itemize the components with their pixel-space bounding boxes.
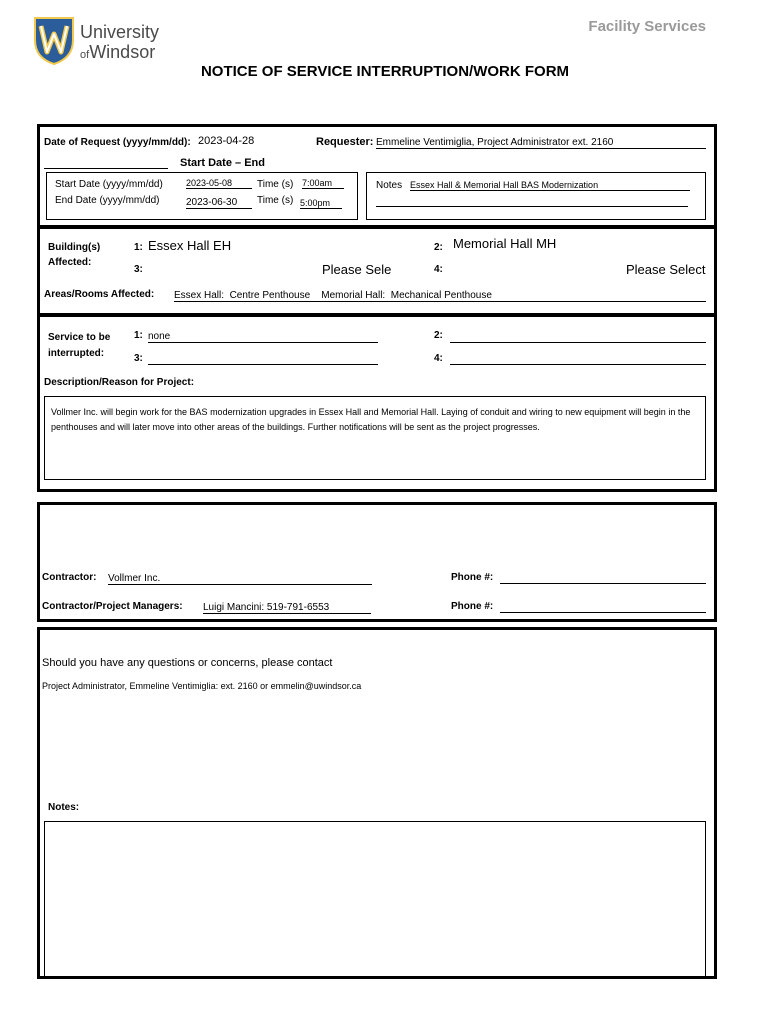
start-date-label: Start Date (yyyy/mm/dd) <box>55 179 163 190</box>
service-2-field[interactable] <box>450 342 706 343</box>
start-time-label: Time (s) <box>257 179 294 190</box>
building-3-select[interactable]: Please Sele <box>322 262 392 277</box>
service-3-field[interactable] <box>148 364 378 365</box>
service-3-label: 3: <box>134 353 143 364</box>
contractor-label: Contractor: <box>42 572 97 583</box>
notes-field[interactable]: Essex Hall & Memorial Hall BAS Modernization <box>410 180 690 191</box>
service-1-label: 1: <box>134 330 143 341</box>
requester-label: Requester: <box>316 136 374 148</box>
end-date-label: End Date (yyyy/mm/dd) <box>55 195 160 206</box>
pm-phone-field[interactable] <box>500 612 706 613</box>
project-managers-field[interactable]: Luigi Mancini: 519-791-6553 <box>203 602 371 614</box>
contractor-field[interactable]: Vollmer Inc. <box>108 573 372 585</box>
contractor-phone-label: Phone #: <box>451 572 494 583</box>
end-date-field[interactable]: 2023-06-30 <box>186 197 252 209</box>
project-managers-label: Contractor/Project Managers: <box>42 601 183 612</box>
logo-text-of: of <box>80 49 90 61</box>
service-4-field[interactable] <box>450 364 706 365</box>
start-end-heading: Start Date – End <box>180 157 265 169</box>
pm-phone-label: Phone #: <box>451 601 494 612</box>
building-4-label: 4: <box>434 264 443 275</box>
notes-label: Notes <box>376 180 403 191</box>
end-time-field[interactable]: 5:00pm <box>300 198 342 209</box>
service-4-label: 4: <box>434 353 443 364</box>
shield-crest-icon <box>33 14 75 66</box>
start-time-field[interactable]: 7:00am <box>302 178 344 189</box>
notes-textarea[interactable] <box>44 821 706 979</box>
buildings-label-line2: Affected: <box>48 257 92 268</box>
notes-underline <box>376 206 688 207</box>
service-1-field[interactable]: none <box>148 331 378 343</box>
form-title: NOTICE OF SERVICE INTERRUPTION/WORK FORM <box>200 63 570 80</box>
building-1-label: 1: <box>134 242 143 253</box>
contact-line-1: Should you have any questions or concerns, please contact <box>42 657 333 669</box>
start-date-field[interactable]: 2023-05-08 <box>186 178 252 189</box>
logo-text-windsor-word: Windsor <box>89 42 156 62</box>
contractor-phone-field[interactable] <box>500 583 706 584</box>
request-underline <box>44 168 168 169</box>
areas-field[interactable]: Essex Hall: Centre Penthouse Memorial Hall: Mechanical Penthouse <box>174 290 706 302</box>
building-2-select[interactable]: Memorial Hall MH <box>453 236 557 251</box>
service-label-line1: Service to be <box>48 332 111 343</box>
logo-text-windsor <box>80 42 155 63</box>
contact-line-2: Project Administrator, Emmeline Ventimiglia: ext. 2160 or emmelin@uwindsor.ca <box>42 681 362 691</box>
description-text: Vollmer Inc. will begin work for the BAS modernization upgrades in Essex Hall and Memorial Hall. Laying of conduit and wiring to new equipment will begin in the penthouses and will later move into other areas of the buildings. Further notifications will be sent as the project progresses. <box>51 407 691 432</box>
requester-field[interactable]: Emmeline Ventimiglia, Project Administrator ext. 2160 <box>376 137 706 149</box>
logo-text-university: University <box>80 22 160 42</box>
building-2-label: 2: <box>434 242 443 253</box>
service-label-line2: interrupted: <box>48 348 105 359</box>
notes-section-label: Notes: <box>48 802 80 813</box>
building-4-select[interactable]: Please Select <box>626 262 706 277</box>
buildings-label-line1: Building(s) <box>48 242 101 253</box>
date-of-request-value[interactable]: 2023-04-28 <box>198 135 255 147</box>
service-2-label: 2: <box>434 330 443 341</box>
facility-services-label: Facility Services <box>588 18 706 35</box>
building-1-select[interactable]: Essex Hall EH <box>148 238 232 253</box>
end-time-label: Time (s) <box>257 195 294 206</box>
date-of-request-label: Date of Request (yyyy/mm/dd): <box>44 137 191 148</box>
areas-label: Areas/Rooms Affected: <box>44 289 155 300</box>
description-label: Description/Reason for Project: <box>44 377 195 388</box>
building-3-label: 3: <box>134 264 143 275</box>
